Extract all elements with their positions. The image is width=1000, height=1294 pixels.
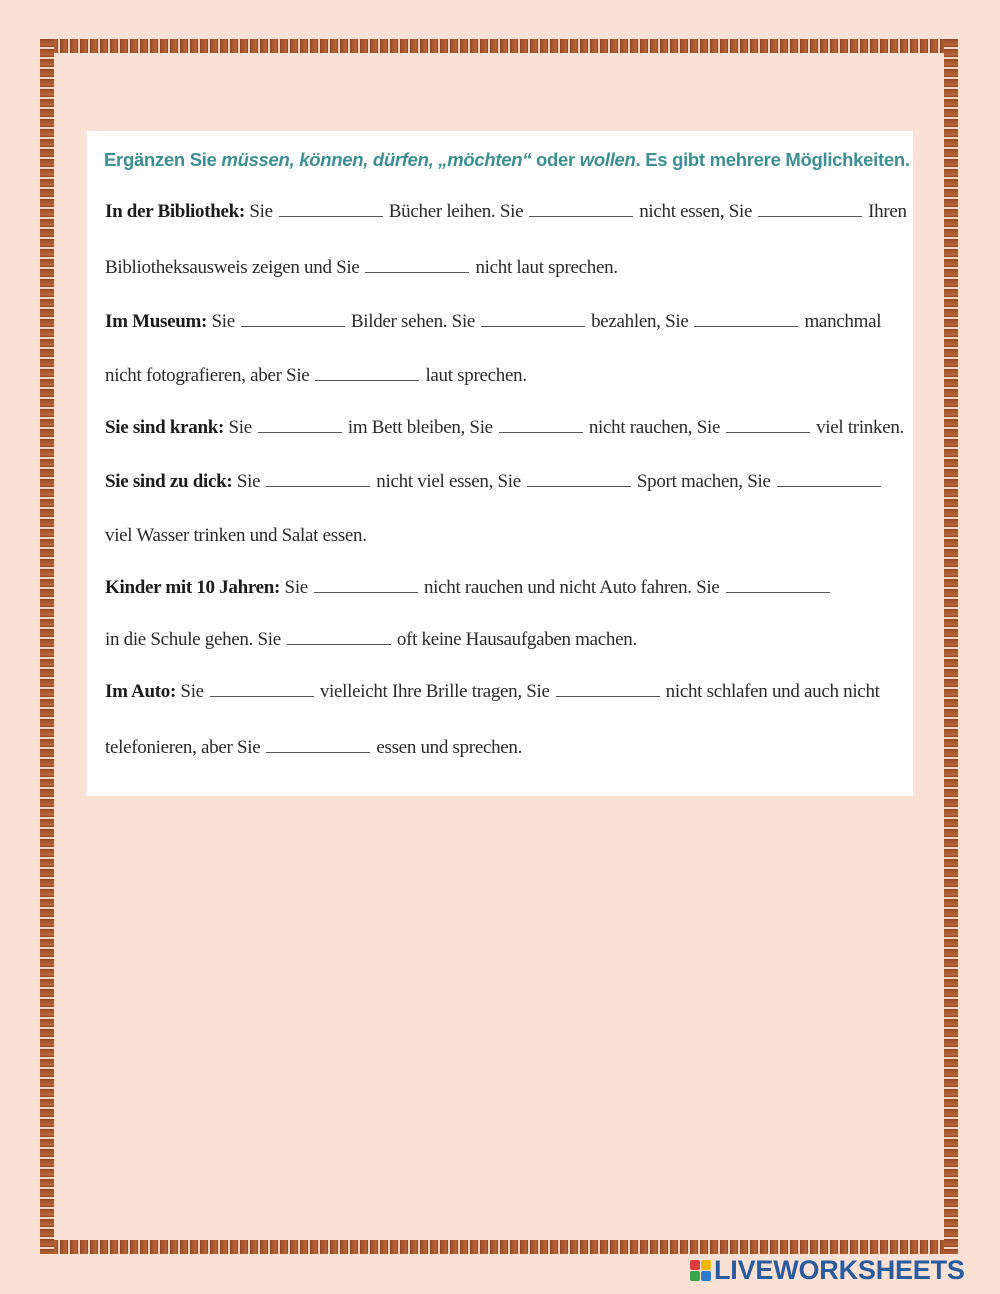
logo-square-l <box>690 1260 700 1270</box>
logo-square-i <box>701 1260 711 1270</box>
answer-blank[interactable] <box>315 379 419 381</box>
answer-blank[interactable] <box>314 591 418 593</box>
line-text: nicht essen, Sie <box>639 201 753 222</box>
line-heading: Im Auto: <box>105 681 176 702</box>
line-text: bezahlen, Sie <box>591 311 689 332</box>
line-text: Sie <box>211 311 235 332</box>
line-text: Sie <box>249 201 273 222</box>
answer-blank[interactable] <box>210 695 314 697</box>
answer-blank[interactable] <box>241 325 345 327</box>
line-text: Bilder sehen. Sie <box>350 311 476 332</box>
page-border-right <box>944 39 958 1254</box>
logo-square-e <box>701 1271 711 1281</box>
line-text: Bücher leihen. Sie <box>388 201 524 222</box>
answer-blank[interactable] <box>287 643 391 645</box>
line-text: im Bett bleiben, Sie <box>347 417 493 438</box>
exercise-line <box>105 257 618 279</box>
instruction-verbs: müssen, können, dürfen, „möchten“ <box>221 149 532 170</box>
line-text: manchmal <box>804 311 882 332</box>
line-text: Sie <box>284 577 308 598</box>
line-text: nicht fotografieren, aber Sie <box>105 365 310 386</box>
line-text: Sport machen, Sie <box>636 471 771 492</box>
line-text: Sie <box>236 471 261 492</box>
exercise-sheet <box>87 131 913 796</box>
exercise-line <box>105 577 836 599</box>
line-text: essen und sprechen. <box>376 737 523 758</box>
instruction-text: Ergänzen Sie <box>104 149 222 170</box>
answer-blank[interactable] <box>726 591 830 593</box>
line-text: nicht rauchen, Sie <box>588 417 721 438</box>
exercise-line <box>105 525 367 547</box>
answer-blank[interactable] <box>365 271 469 273</box>
instruction-verb-wollen: wollen <box>579 149 636 170</box>
line-text: Bibliotheksausweis zeigen und Sie <box>105 257 360 278</box>
answer-blank[interactable] <box>694 325 798 327</box>
exercise-line <box>105 311 881 333</box>
page-border-bottom <box>40 1240 958 1254</box>
line-text: nicht laut sprechen. <box>475 257 618 278</box>
answer-blank[interactable] <box>499 431 583 433</box>
exercise-line <box>105 201 907 223</box>
line-text: nicht viel essen, Sie <box>376 471 521 492</box>
exercise-line <box>105 471 887 493</box>
page-border-top <box>40 39 958 53</box>
line-text: Sie <box>180 681 204 702</box>
answer-blank[interactable] <box>777 485 881 487</box>
line-text: oft keine Hausaufgaben machen. <box>396 629 637 650</box>
line-heading: Kinder mit 10 Jahren: <box>105 577 281 598</box>
line-text: Ihren <box>868 201 907 222</box>
answer-blank[interactable] <box>758 215 862 217</box>
liveworksheets-logo[interactable] <box>690 1255 965 1286</box>
line-text: viel trinken. <box>816 417 904 438</box>
answer-blank[interactable] <box>266 751 370 753</box>
logo-square-v <box>690 1271 700 1281</box>
line-text: nicht rauchen und nicht Auto fahren. Sie <box>423 577 720 598</box>
exercise-line <box>105 737 522 759</box>
exercise-line <box>105 681 880 703</box>
exercise-line <box>105 629 637 651</box>
exercise-line <box>105 365 527 387</box>
answer-blank[interactable] <box>481 325 585 327</box>
answer-blank[interactable] <box>529 215 633 217</box>
line-heading: Sie sind zu dick: <box>105 471 233 492</box>
line-text: nicht schlafen und auch nicht <box>665 681 880 702</box>
instruction-text: oder <box>531 149 580 170</box>
line-text: in die Schule gehen. Sie <box>105 629 281 650</box>
answer-blank[interactable] <box>556 695 660 697</box>
answer-blank[interactable] <box>279 215 383 217</box>
exercise-line <box>105 417 904 439</box>
line-text: telefonieren, aber Sie <box>105 737 261 758</box>
line-text: Sie <box>228 417 252 438</box>
liveworksheets-logo-text: LIVEWORKSHEETS <box>714 1255 965 1285</box>
page-border-left <box>40 39 54 1254</box>
answer-blank[interactable] <box>726 431 810 433</box>
answer-blank[interactable] <box>266 485 370 487</box>
answer-blank[interactable] <box>258 431 342 433</box>
line-text: viel Wasser trinken und Salat essen. <box>105 525 367 546</box>
line-heading: Im Museum: <box>105 311 208 332</box>
line-text: laut sprechen. <box>425 365 527 386</box>
instruction-text: . Es gibt mehrere Möglichkeiten. <box>635 149 910 170</box>
line-heading: Sie sind krank: <box>105 417 225 438</box>
answer-blank[interactable] <box>527 485 631 487</box>
exercise-instruction <box>104 149 910 171</box>
line-text: vielleicht Ihre Brille tragen, Sie <box>319 681 550 702</box>
liveworksheets-logo-icon <box>690 1260 711 1281</box>
line-heading: In der Bibliothek: <box>105 201 245 222</box>
